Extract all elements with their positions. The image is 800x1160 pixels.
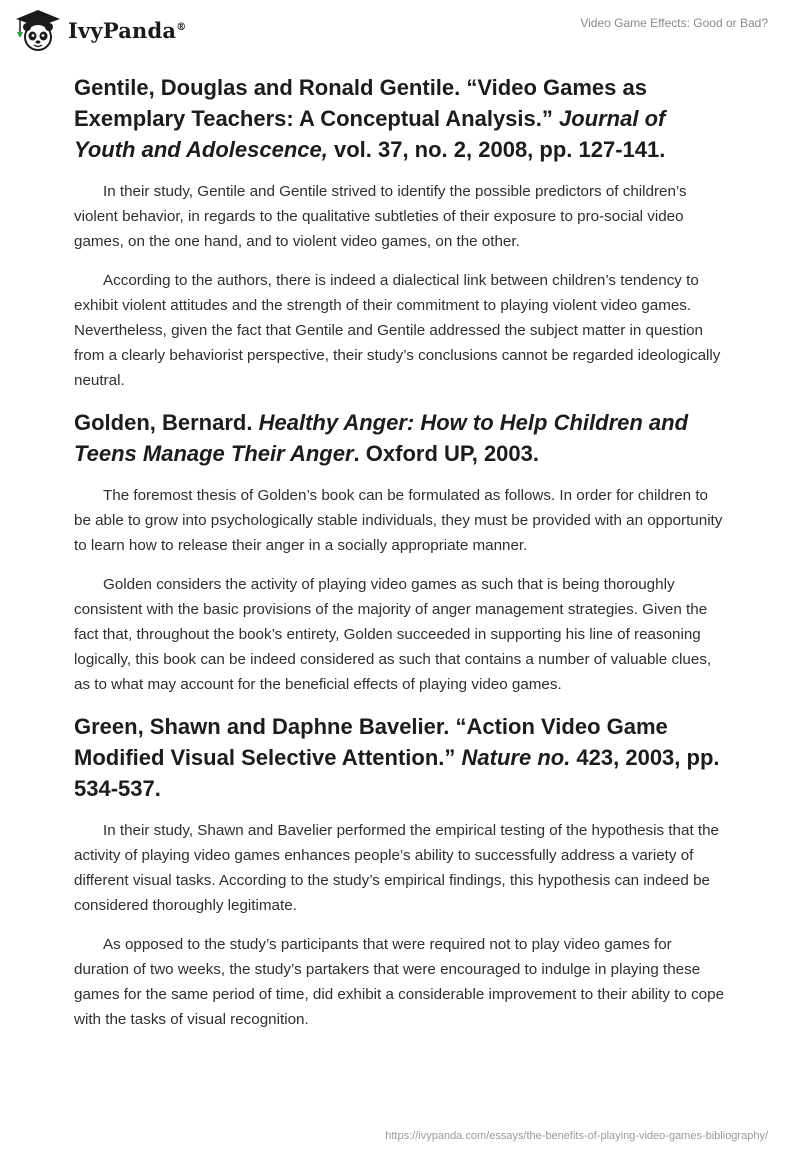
page-header bbox=[0, 0, 800, 60]
panda-graduate-icon bbox=[14, 8, 62, 52]
source-url-link[interactable]: https://ivypanda.com/essays/the-benefits-of-playing-video-games-bibliography/ bbox=[385, 1130, 768, 1142]
entry-paragraph: The foremost thesis of Golden’s book can be formulated as follows. In order for children to be able to grow into psychologically stable individuals, they must be provided with an opportunity to learn how to release their anger in a socially appropriate manner. bbox=[74, 487, 723, 554]
entry-paragraph: In their study, Gentile and Gentile strived to identify the possible predictors of children’s violent behavior, in regards to the qualitative subtleties of their exposure to pro-social video games, on the one hand, and to violent video games, on the other. bbox=[74, 183, 687, 250]
bibliography-entry bbox=[74, 72, 726, 393]
entry-paragraph: As opposed to the study’s participants that were required not to play video games for duration of two weeks, the study’s partakers that were encouraged to indulge in playing these games for the same period of time, did exhibit a considerable improvement to their ability to cope with the tasks of visual recognition. bbox=[74, 936, 725, 1028]
brand-logo[interactable] bbox=[14, 8, 186, 52]
bibliography-entry bbox=[74, 407, 726, 697]
entry-heading: Gentile, Douglas and Ronald Gentile. “Video Games as Exemplary Teachers: A Conceptual Analysis.” Journal of Youth and Adolescence, vol. 37, no. 2, 2008, pp. 127-141. bbox=[74, 75, 666, 162]
entry-paragraph: Golden considers the activity of playing video games as such that is being thoroughly consistent with the basic provisions of the majority of anger management strategies. Given the fact that, throughout the book’s entirety, Golden succeeded in supporting his line of reasoning logically, this book can be indeed considered as such that contains a number of valuable clues, as to what may account for the beneficial effects of playing video games. bbox=[74, 576, 712, 693]
entry-heading: Golden, Bernard. Healthy Anger: How to Help Children and Teens Manage Their Anger. Oxford UP, 2003. bbox=[74, 410, 689, 466]
entry-paragraph: In their study, Shawn and Bavelier performed the empirical testing of the hypothesis that the activity of playing video games enhances people’s ability to successfully address a variety of different visual tasks. According to the study’s empirical findings, this hypothesis can indeed be considered thoroughly legitimate. bbox=[74, 822, 719, 914]
article-body bbox=[74, 72, 726, 1046]
document-title: Video Game Effects: Good or Bad? bbox=[580, 16, 768, 30]
entry-paragraph: According to the authors, there is indeed a dialectical link between children’s tendency to exhibit violent attitudes and the strength of their commitment to playing violent video games. Nevertheless, given the fact that Gentile and Gentile addressed the subject matter in question from a clearly behaviorist perspective, their study’s conclusions cannot be regarded ideologically neutral. bbox=[74, 272, 721, 389]
entry-heading: Green, Shawn and Daphne Bavelier. “Action Video Game Modified Visual Selective Attention.” Nature no. 423, 2003, pp. 534-537. bbox=[74, 714, 720, 801]
brand-name: IvyPanda® bbox=[68, 17, 187, 43]
bibliography-entry bbox=[74, 711, 726, 1032]
